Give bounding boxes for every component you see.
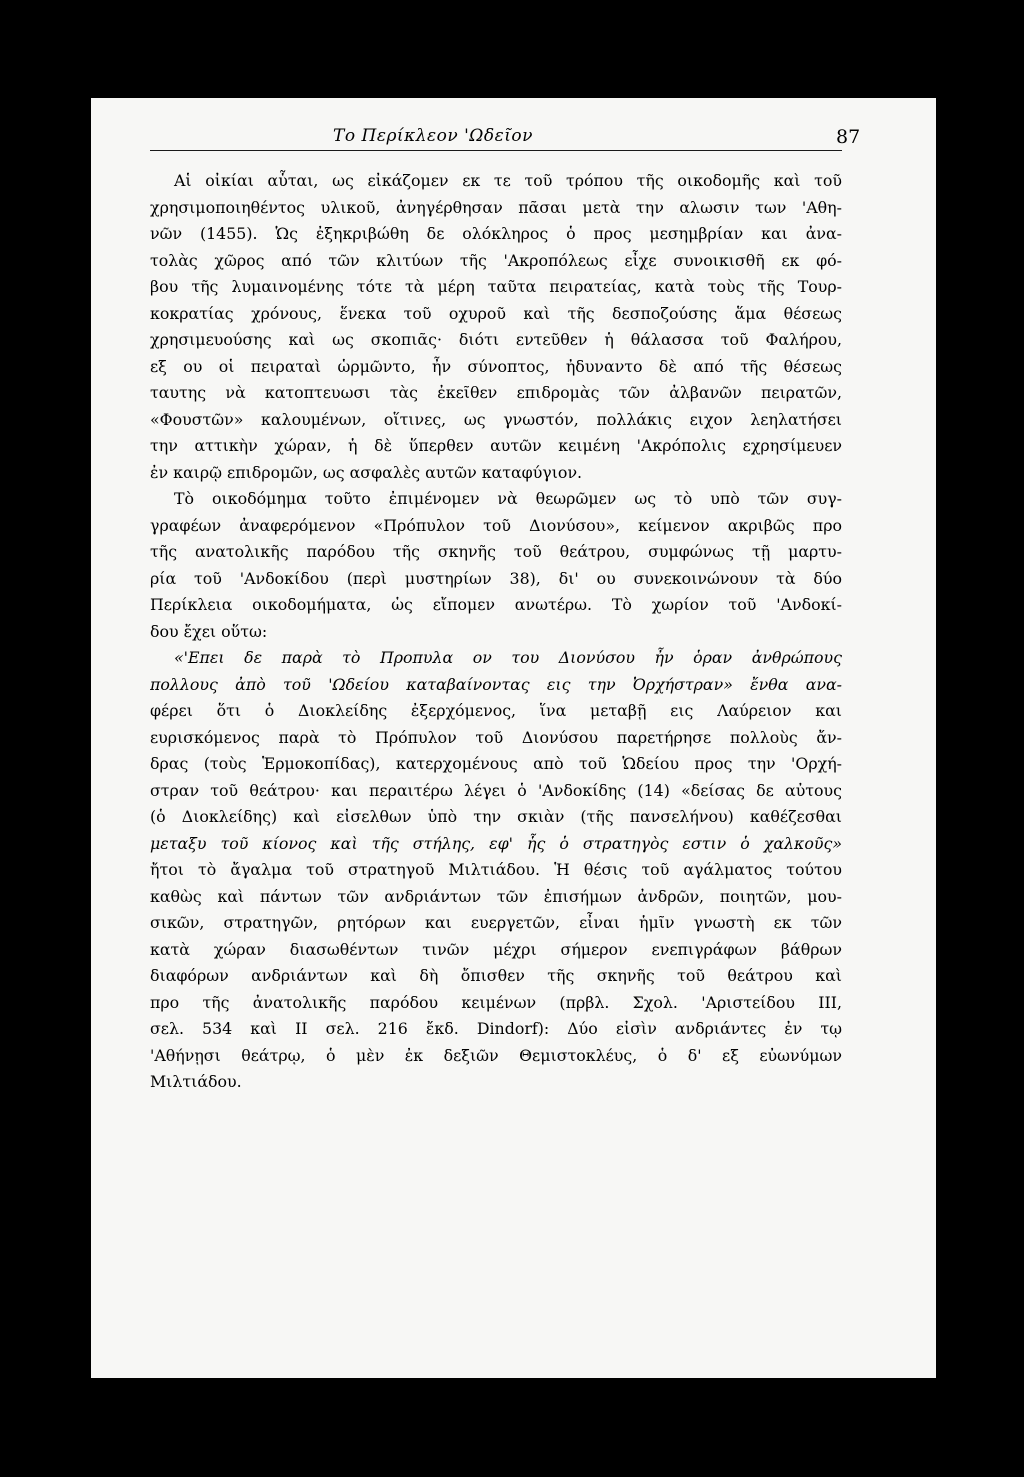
text-line: εξ ου οἱ πειραταὶ ὡρμῶντο, ἦν σύνοπτος, ἠδυναντο δὲ από τῆς θέσεως [150,356,842,376]
text-line: πολλους ἀπὸ τοῦ 'Ωδείου καταβαίνοντας εις την Ὀρχήστραν» ἔνθα ανα- [150,674,842,694]
text-line: ἐν καιρῷ επιδρομῶν, ως ασφαλὲς αυτῶν καταφύγιον. [150,462,583,482]
text-line: χρησιμοποιηθέντος υλικοῦ, ἀνηγέρθησαν πᾶσαι μετὰ την αλωσιν των 'Αθη- [150,197,842,217]
text-line: ρία τοῦ 'Ανδοκίδου (περὶ μυστηρίων 38), δι' ου συνεκοινώνουν τὰ δύο [150,568,842,588]
text-line: προ τῆς ἀνατολικῆς παρόδου κειμένων (πρβλ. Σχολ. 'Αριστείδου ΙΙΙ, [150,992,842,1012]
text-line: την αττικὴν χώραν, ἡ δὲ ὕπερθεν αυτῶν κειμένη 'Ακρόπολις εχρησίμευεν [150,436,842,455]
text-line: διαφόρων ανδριάντων καὶ δὴ ὄπισθεν τῆς σκηνῆς τοῦ θεάτρου καὶ [150,966,842,985]
text-line: φέρει ὅτι ὁ Διοκλείδης ἐξερχόμενος, ἵνα μεταβῇ εις Λαύρειον και [150,701,842,720]
text-line: τῆς ανατολικῆς παρόδου τῆς σκηνῆς τοῦ θεάτρου, συμφώνως τῇ μαρτυ- [150,542,842,561]
text-line: τολὰς χῶρος από τῶν κλιτύων τῆς 'Ακροπόλεως εἶχε συνοικισθῆ εκ φό- [150,250,842,270]
text-line: (ὁ Διοκλείδης) καὶ εἰσελθων ὑπὸ την σκιὰν (τῆς πανσελήνου) καθέζεσθαι [150,807,842,826]
text-line: Μιλτιάδου. [150,1072,242,1091]
text-line: Τὸ οικοδόμημα τοῦτο ἐπιμένομεν νὰ θεωρῶμεν ως τὸ υπὸ τῶν συγ- [174,489,842,508]
header-rule [150,150,842,151]
text-line: νῶν (1455). Ὡς ἐξηκριβώθη δε ολόκληρος ὁ προς μεσημβρίαν και ἀνα- [150,224,842,243]
text-line: κατὰ χώραν διασωθέντων τινῶν μέχρι σήμερον ενεπιγράφων βάθρων [150,939,842,959]
text-line: ευρισκόμενος παρὰ τὸ Πρόπυλον τοῦ Διονύσου παρετήρησε πολλοὺς ἄν- [150,727,842,747]
text-line: ταυτης νὰ κατοπτευωσι τὰς ἐκεῖθεν επιδρομὰς τῶν ἀλβανῶν πειρατῶν, [150,383,842,402]
text-line: ἤτοι τὸ ἄγαλμα τοῦ στρατηγοῦ Μιλτιάδου. Ἡ θέσις τοῦ αγάλματος τούτου [150,860,842,879]
text-line: μεταξυ τοῦ κίονος καὶ τῆς στήλης, εφ' ἧς ὁ στρατηγὸς εστιν ὁ χαλκοῦς» [150,833,842,853]
text-line: Αἱ οἰκίαι αὗται, ως εἰκάζομεν εκ τε τοῦ τρόπου τῆς οικοδομῆς καὶ τοῦ [174,171,842,190]
text-line: στραν τοῦ θεάτρου· και περαιτέρω λέγει ὁ 'Ανδοκίδης (14) «δείσας δε αὐτους [150,780,842,800]
page-number: 87 [836,126,861,148]
text-line: δρας (τοὺς Ἑρμοκοπίδας), κατερχομένους απὸ τοῦ Ὡδείου προς την 'Ορχή- [150,754,842,773]
text-line: σελ. 534 καὶ ΙΙ σελ. 216 ἔκδ. Dindorf): Δύο εἰσὶν ανδριάντες ἐν τῳ [150,1019,842,1038]
text-line: «Φουστῶν» καλουμένων, οἵτινες, ως γνωστόν, πολλάκις ειχον λεηλατήσει [150,409,842,429]
text-line: δου ἔχει οὕτω: [150,621,268,641]
text-line: βου τῆς λυμαινομένης τότε τὰ μέρη ταῦτα πειρατείας, κατὰ τοὺς τῆς Τουρ- [150,277,842,296]
body-text [150,168,842,1096]
running-title: Το Περίκλεον 'Ωδεῖον [333,126,533,146]
text-line: «'Επει δε παρὰ τὸ Προπυλα ον του Διονύσου ἦν ὁραν ἀνθρώπους [174,648,842,667]
page-header [0,126,1024,156]
text-line: γραφέων ἀναφερόμενον «Πρόπυλον τοῦ Διονύσου», κείμενον ακριβῶς προ [150,515,842,535]
text-line: χρησιμευούσης καὶ ως σκοπιᾶς· διότι εντεῦθεν ἡ θάλασσα τοῦ Φαλήρου, [150,330,842,349]
text-line: κοκρατίας χρόνους, ἕνεκα τοῦ οχυροῦ καὶ τῆς δεσποζούσης ἅμα θέσεως [150,303,842,323]
text-line: σικῶν, στρατηγῶν, ρητόρων και ευεργετῶν, εἶναι ἡμῖν γνωστὴ εκ τῶν [150,913,842,932]
text-line: καθὼς καὶ πάντων τῶν ανδριάντων τῶν ἐπισήμων ἀνδρῶν, ποιητῶν, μου- [150,886,842,906]
text-line: 'Αθήνῃσι θεάτρῳ, ὁ μὲν ἐκ δεξιῶν Θεμιστοκλέυς, ὁ δ' εξ εὐωνύμων [150,1045,842,1065]
text-line: Περίκλεια οικοδομήματα, ὡς εἴπομεν ανωτέρω. Τὸ χωρίον τοῦ 'Ανδοκί- [150,595,842,614]
